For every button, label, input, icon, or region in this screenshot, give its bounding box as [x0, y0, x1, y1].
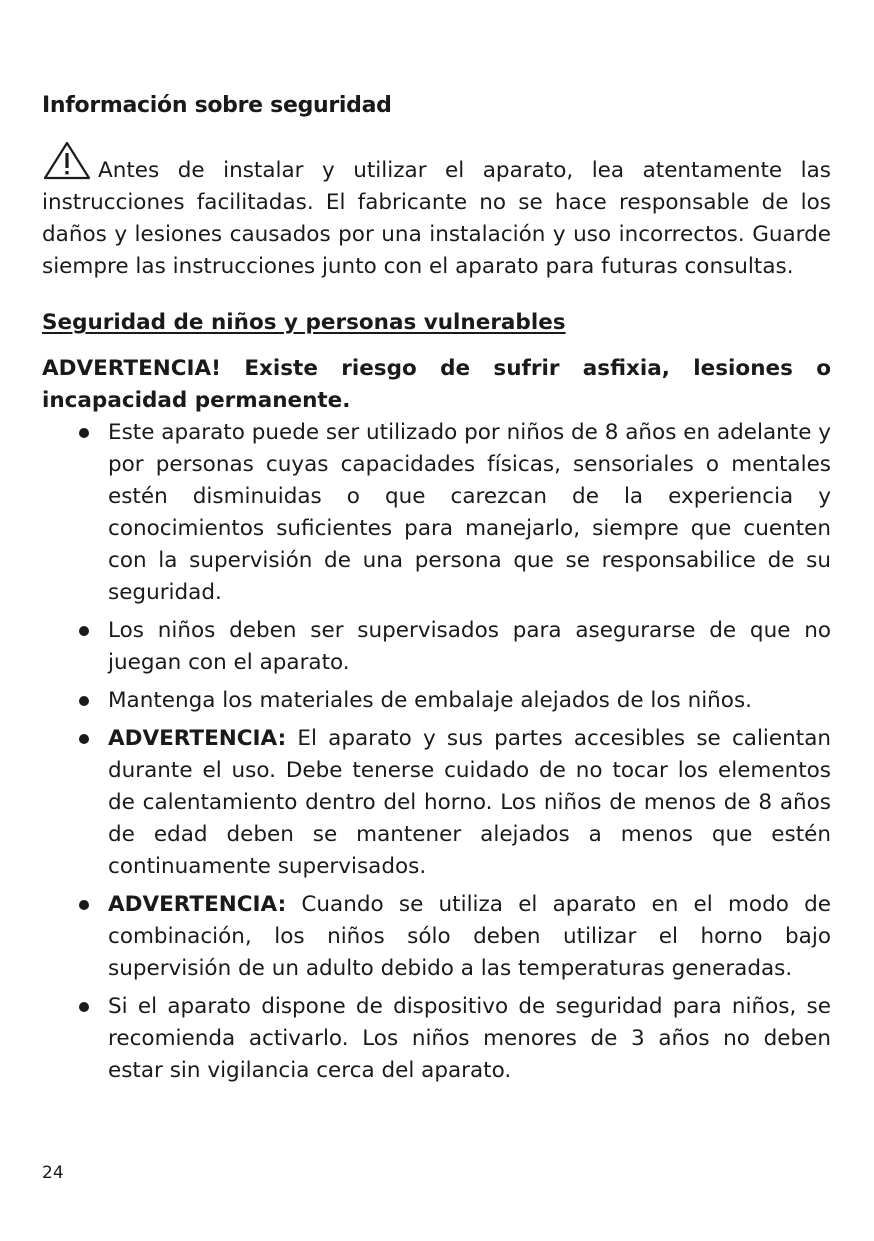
list-item-text: El aparato y sus partes accesibles se calientan durante el uso. Debe tenerse cuidado de no tocar los elementos de calentamiento dentro del horno. Los niños de menos de 8 años de edad deben se mantener alejados a menos que estén continuamente supervisados.	[108, 726, 831, 879]
bullet-icon	[79, 1002, 89, 1012]
list-item-text: Los niños deben ser supervisados para asegurarse de que no juegan con el aparato.	[108, 618, 831, 675]
page-number: 24	[42, 1163, 64, 1183]
safety-list	[42, 417, 831, 1087]
bullet-icon	[79, 696, 89, 706]
bullet-icon	[79, 626, 89, 636]
intro-text: Antes de instalar y utilizar el aparato, lea atentamente las instrucciones facilitadas. El fabricante no se hace responsable de los daños y lesiones causados por una instalación y uso incorrectos. Guarde siempre las instrucciones junto con el aparato para futuras consultas.	[42, 158, 831, 279]
list-item	[42, 685, 831, 717]
list-item	[42, 991, 831, 1087]
page-title: Información sobre seguridad	[42, 93, 392, 118]
list-item	[42, 417, 831, 609]
section-title: Seguridad de niños y personas vulnerables	[42, 310, 566, 335]
list-item-text: Cuando se utiliza el aparato en el modo de combinación, los niños sólo deben utilizar el horno bajo supervisión de un adulto debido a las temperaturas generadas.	[108, 892, 831, 981]
list-item-text: Si el aparato dispone de dispositivo de seguridad para niños, se recomienda activarlo. Los niños menores de 3 años no deben estar sin vigilancia cerca del aparato.	[108, 994, 831, 1083]
list-item	[42, 723, 831, 883]
bullet-icon	[79, 900, 89, 910]
list-item	[42, 615, 831, 679]
warning-triangle-icon	[42, 140, 92, 182]
list-item-text: Este aparato puede ser utilizado por niños de 8 años en adelante y por personas cuyas capacidades físicas, sensoriales o mentales estén disminuidas o que carezcan de la experiencia y conocimientos suficientes para manejarlo, siempre que cuenten con la supervisión de una persona que se responsabilice de su seguridad.	[108, 420, 831, 605]
warning-statement: ADVERTENCIA! Existe riesgo de sufrir asfixia, lesiones o incapacidad permanente.	[42, 356, 831, 413]
list-item	[42, 889, 831, 985]
list-item-text: Mantenga los materiales de embalaje alejados de los niños.	[108, 688, 752, 713]
list-item-warning-prefix: ADVERTENCIA:	[108, 726, 287, 751]
bullet-icon	[79, 428, 89, 438]
list-item-warning-prefix: ADVERTENCIA:	[108, 892, 287, 917]
document-page	[42, 86, 831, 1093]
bullet-icon	[79, 734, 89, 744]
intro-paragraph	[42, 140, 831, 283]
